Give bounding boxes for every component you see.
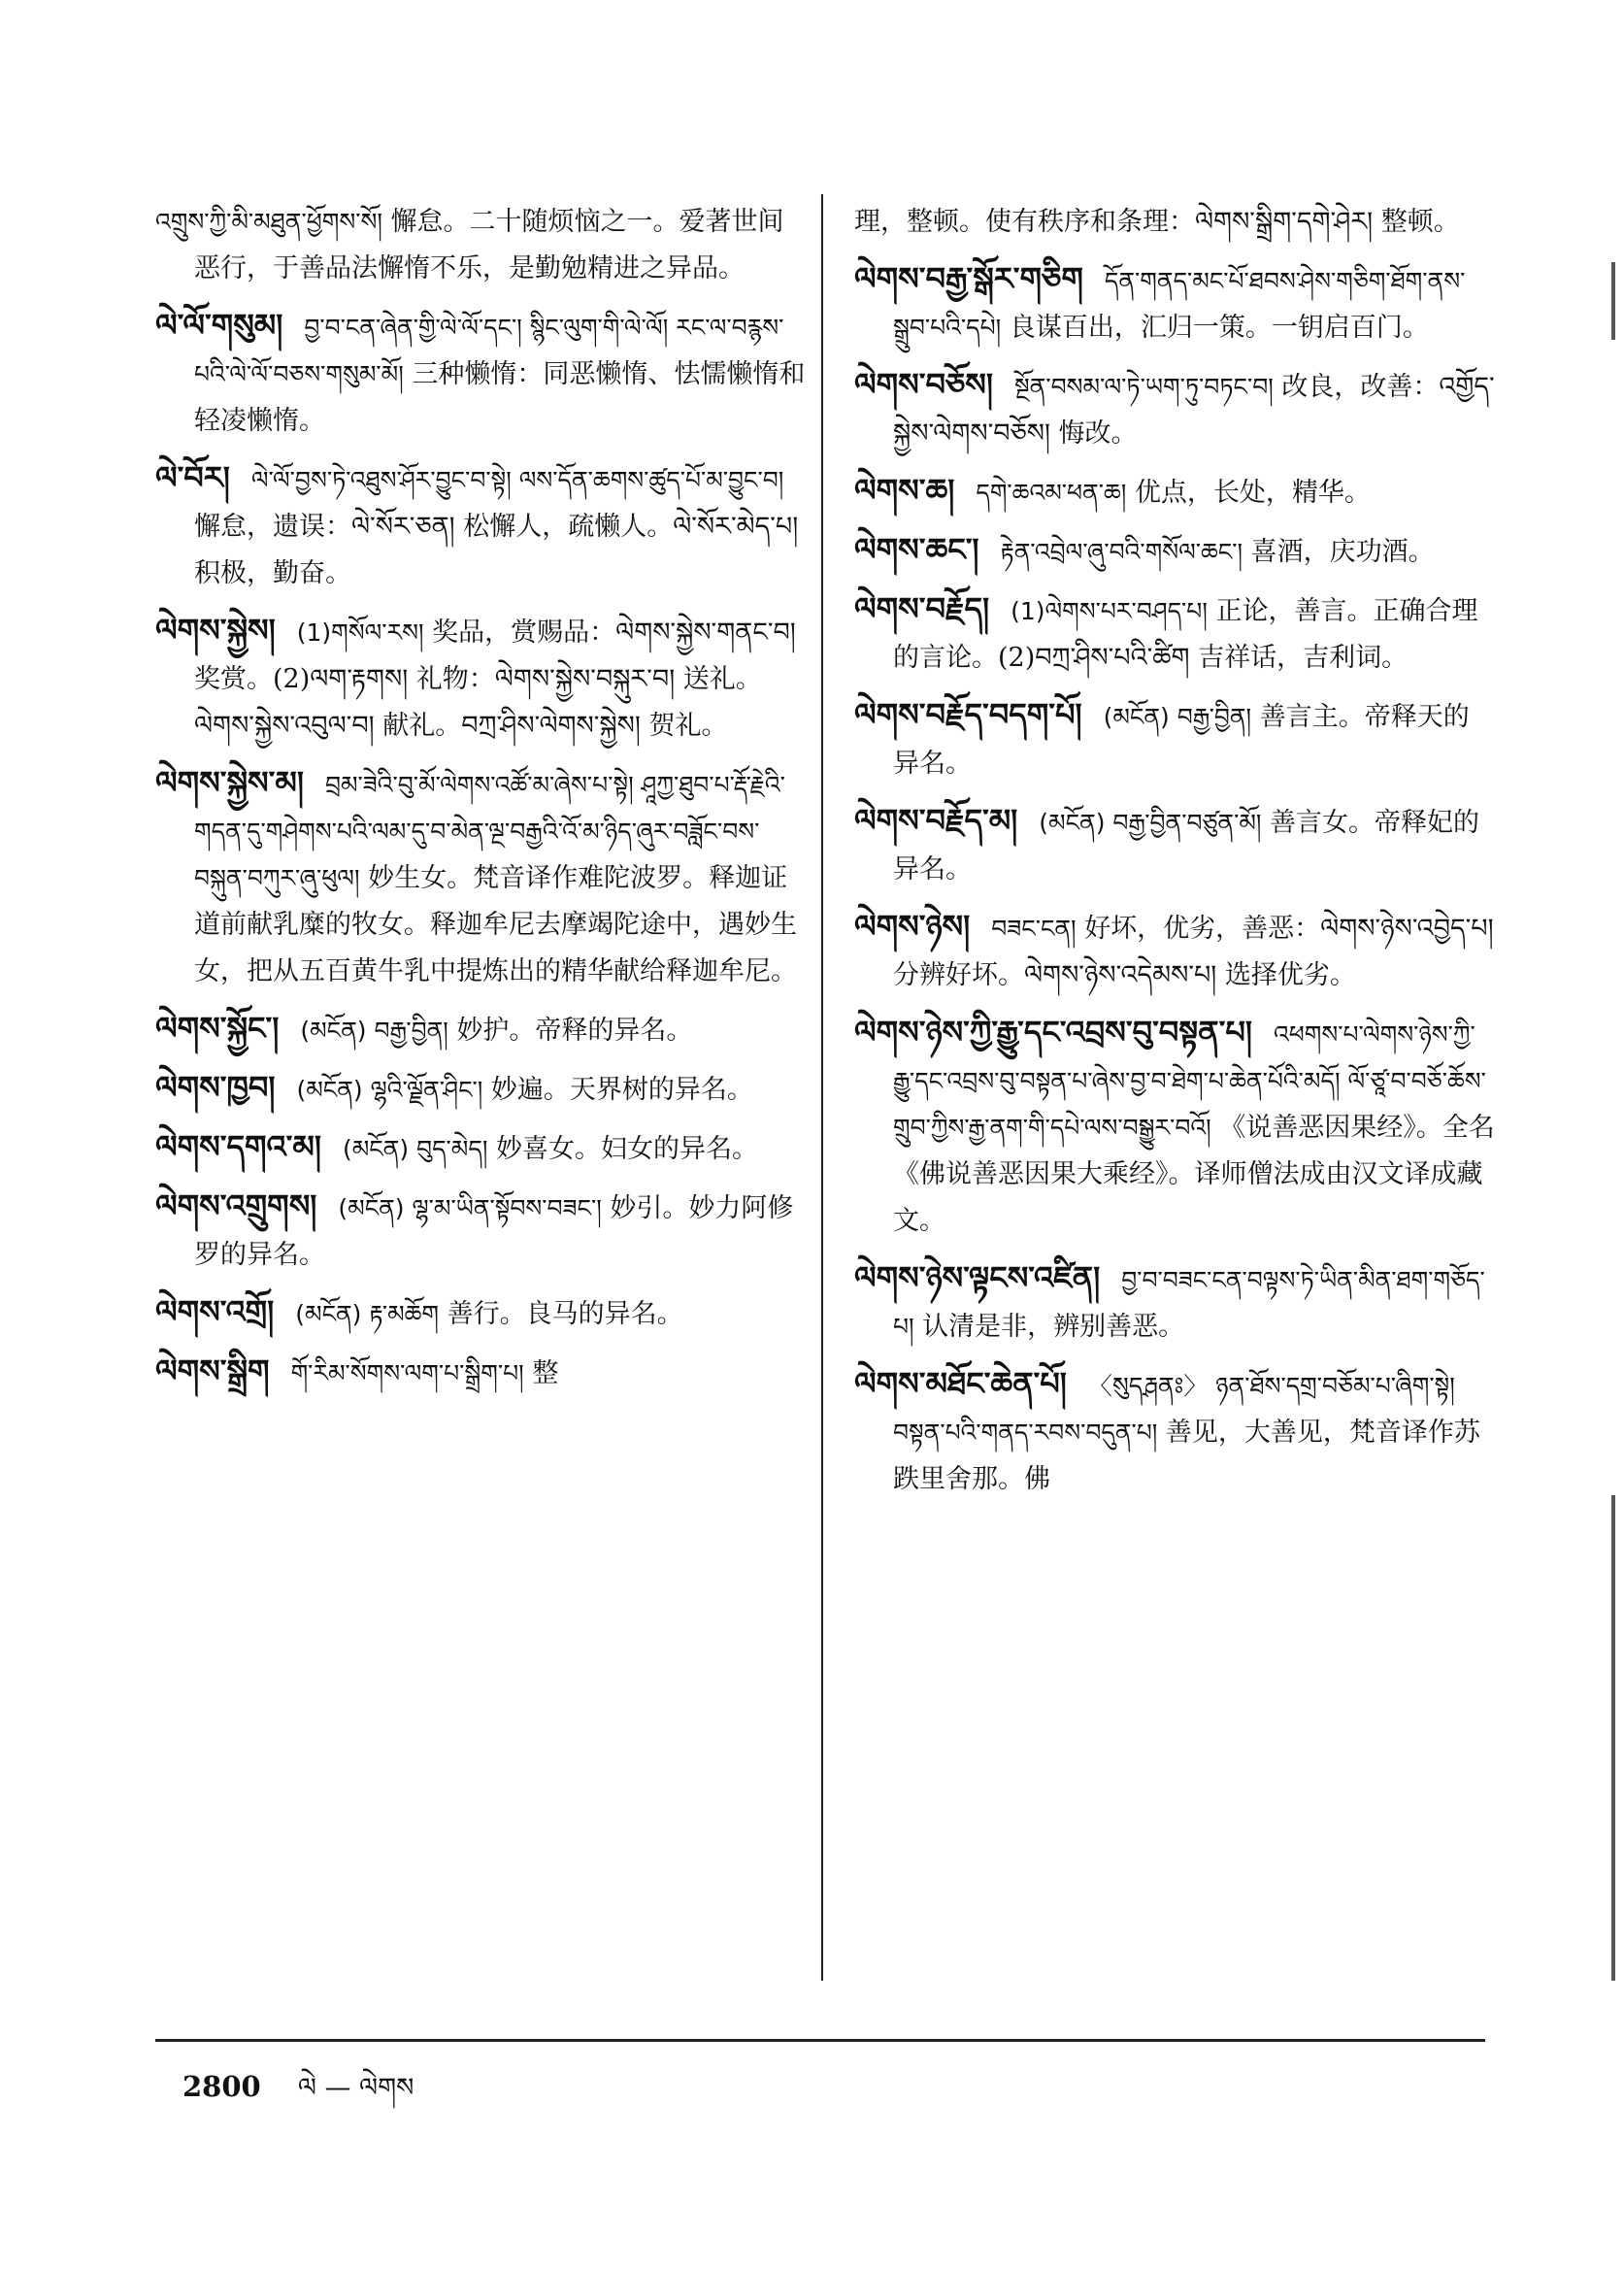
entry-chinese-definition: 妙护。帝释的异名。 [456, 1016, 693, 1046]
entry-tibetan-definition: 〈སུདརྴནཿ〉 ཉན་ཐོས་དགྲ་བཅོམ་པ་ཞིག་སྟེ། བསྟན་པའི་གནད་རབས་བདུན་པ། [893, 1372, 1455, 1447]
entry-chinese-definition: 懈怠。二十随烦恼之一。爱著世间恶行，于善品法懈惰不乐，是勤勉精进之异品。 [194, 207, 784, 284]
entry-headword: ལེ་ལོ་གསུམ། [155, 307, 283, 344]
entry-headword: ལེགས་མཐོང་ཆེན་པོ། [854, 1365, 1067, 1402]
entry-chinese-definition: 妙生女。梵音译作难陀波罗。释迦证道前献乳糜的牧女。释迦牟尼去摩竭陀途中，遇妙生女，把从五百黄牛乳中提炼出的精华献给释迦牟尼。 [194, 863, 797, 986]
entry-tibetan-definition: དོན་གནད་མང་པོ་ཐབས་ཤེས་གཅིག་ཐོག་ནས་སྒྲུབ་པའི་དཔེ། [893, 267, 1466, 342]
dictionary-entry [155, 1123, 806, 1173]
entry-tibetan-definition: (1)ལེགས་པར་བཤད་པ། [1011, 597, 1208, 625]
dictionary-entry [155, 302, 806, 445]
entry-headword: ལེགས་ཉེས་ལྟངས་འཛིན། [854, 1259, 1101, 1296]
entry-tibetan-definition: (མངོན) ལྷའི་ལྗོན་ཤིང་། [296, 1076, 483, 1104]
dictionary-entry [854, 467, 1495, 517]
entry-chinese-definition: 正论，善言。正确合理的言论。(2)བཀྲ་ཤིས་པའི་ཚིག 吉祥话，吉利词。 [893, 596, 1478, 673]
dictionary-entry [854, 1360, 1495, 1503]
entry-chinese-definition: 改良，改善：འགྱོད་སྐྱེས་ལེགས་བཅོས། 悔改。 [893, 372, 1495, 449]
entry-headword: ལེགས་དགའ་མ། [155, 1128, 321, 1165]
dictionary-entry [854, 526, 1495, 576]
left-column [155, 199, 806, 1407]
entry-tibetan-definition: སྔོན་བསམ་ལ་ཏེ་ཡག་ཏུ་བཏང་བ། [1014, 373, 1274, 401]
entry-chinese-definition: 妙引。妙力阿修罗的异名。 [194, 1193, 794, 1270]
edge-mark [1611, 1495, 1615, 1981]
dictionary-entry [155, 759, 806, 995]
dictionary-entry [854, 903, 1495, 999]
dictionary-entry [155, 1064, 806, 1114]
entry-tibetan-definition: འཕགས་པ་ལེགས་ཉེས་ཀྱི་རྒྱུ་དང་འབྲས་བུ་བསྟན་པ་ཞེས་བྱ་བ་ཐེག་པ་ཆེན་པོའི་མདོ། ལོ་ཙཱ་བ་བཅོ་ཆོས་གྲུབ་ཀྱིས་རྒྱ་ནག་གི་དཔེ་ལས་བསྒྱུར་བའོ། [893, 1020, 1486, 1142]
entry-chinese-definition: 良谋百出，汇归一策。一钥启百门。 [1009, 313, 1429, 343]
page-footer [182, 2058, 414, 2132]
entry-headword: ལེགས་འགྲོ། [155, 1293, 275, 1330]
entry-headword: ལེགས་བརྗོད་བདག་པོ། [854, 696, 1082, 733]
entry-chinese-definition: 三种懒惰：同恶懒惰、怯懦懒惰和轻凌懒惰。 [194, 359, 806, 436]
entry-chinese-definition: 理，整顿。使有秩序和条理：ལེགས་སྒྲིག་དགེ་ཤེར། 整顿。 [854, 207, 1460, 237]
entry-chinese-definition: 优点，长处，精华。 [1134, 478, 1371, 508]
entry-headword: ལེགས་སྐྱོང་། [155, 1010, 280, 1047]
dictionary-entry [155, 1183, 806, 1279]
entry-headword: ལེགས་བརྗོད་མ། [854, 802, 1018, 839]
dictionary-entry [155, 607, 806, 750]
entry-headword: ལེགས་བརྗོད། [854, 590, 990, 627]
entry-tibetan-definition: བྲམ་ཟེའི་བུ་མོ་ལེགས་འཚོ་མ་ཞེས་པ་སྟེ། ཤཱཀྱ་ཐུབ་པ་རྡོ་རྗེའི་གདན་དུ་གཤེགས་པའི་ལམ་དུ་བ་མེན་ལྔ་བརྒྱའི་འོ་མ་ཉིད་ཞུར་བཟློང་བས་བསྐུན་བཀུར་ཞུ་ཕུལ། [194, 771, 785, 892]
entry-headword: ལེ་བོར། [155, 459, 230, 496]
entry-headword: ལེགས་བཅོས། [854, 366, 994, 403]
entry-tibetan-definition: ལེ་ལོ་བྱས་ཏེ་འཐུས་ཤོར་བྱུང་བ་སྟེ། ལས་དོན་ཆགས་ཚུད་པོ་མ་བྱུང་བ། [250, 466, 784, 494]
entry-chinese-definition: 喜酒，庆功酒。 [1250, 537, 1435, 567]
entry-chinese-definition: 善言主。帝释天的异名。 [893, 702, 1470, 779]
entry-tibetan-definition: (མངོན) ལྷ་མ་ཡིན་སྟོབས་བཟང་། [338, 1194, 602, 1222]
entry-tibetan-definition: འགྲུས་ཀྱི་མི་མཐུན་ཕྱོགས་སོ། [155, 208, 382, 236]
entry-tibetan-definition: (མངོན) བརྒྱ་བྱིན། [300, 1017, 448, 1045]
dictionary-entry [854, 797, 1495, 893]
entry-tibetan-definition: བྱ་བ་ངན་ཞེན་གྱི་ལེ་ལོ་དང་། སྙིང་ལུག་གི་ལེ་ལོ། རང་ལ་བརྙས་པའི་ལེ་ལོ་བཅས་གསུམ་མོ། [194, 314, 784, 388]
entry-headword: ལེགས་འགྲུགས། [155, 1187, 317, 1224]
entry-headword: ལེགས་ཉེས་ཀྱི་རྒྱུ་དང་འབྲས་བུ་བསྟན་པ། [854, 1014, 1252, 1051]
entry-tibetan-definition: (1)གསོལ་རས། [296, 618, 424, 647]
entry-tibetan-definition: བཟང་ངན། [991, 915, 1077, 943]
right-column [854, 199, 1495, 1513]
dictionary-entry [854, 199, 1495, 246]
entry-chinese-definition: 妙喜女。妇女的异名。 [495, 1134, 758, 1164]
entry-chinese-definition: 善见，大善见，梵音译作苏跌里舍那。佛 [893, 1418, 1480, 1494]
entry-tibetan-definition: བྱ་བ་བཟང་ངན་བལྟས་ཏེ་ཡིན་མིན་ཐག་གཅོད་པ། [893, 1266, 1485, 1341]
dictionary-entry [854, 255, 1495, 351]
entry-chinese-definition: 好坏，优劣，善恶：ལེགས་ཉེས་འབྱེད་པ། 分辨好坏。ལེགས་ཉེས་འདེམས་པ། 选择优劣。 [893, 914, 1494, 990]
entry-chinese-definition: 善行。良马的异名。 [447, 1299, 683, 1329]
dictionary-entry [854, 585, 1495, 682]
entry-headword: ལེགས་ཉེས། [854, 908, 971, 945]
dictionary-entry [854, 361, 1495, 457]
entry-tibetan-definition: (མངོན) བརྒྱ་བྱིན་བཙུན་མོ། [1039, 809, 1262, 837]
dictionary-entry [155, 1348, 806, 1397]
entry-tibetan-definition: (མངོན) རྟ་མཆོག [295, 1300, 440, 1328]
dictionary-entry [854, 691, 1495, 787]
footer-rule [155, 2039, 1485, 2042]
entry-chinese-definition: 认清是非，辨别善恶。 [922, 1312, 1185, 1342]
dictionary-entry [155, 199, 806, 292]
dictionary-entry [155, 1005, 806, 1054]
entry-headword: ལེགས་ཆ། [854, 472, 955, 509]
entry-tibetan-definition: གོ་རིམ་སོགས་ལག་པ་སྒྲིག་པ། [290, 1359, 524, 1387]
entry-headword: ལེགས་ཆང་། [854, 531, 979, 568]
column-divider [821, 194, 823, 1981]
entry-tibetan-definition: དགེ་ཆའམ་ཕན་ཆ། [976, 479, 1127, 507]
entry-tibetan-definition: རྟེན་འབྲེལ་ཞུ་བའི་གསོལ་ཆང་། [1000, 538, 1243, 566]
entry-chinese-definition: 奖品，赏赐品：ལེགས་སྐྱེས་གནང་བ། 奖赏。(2)ལག་རྟགས། 礼物：ལེགས་སྐྱེས་བསྐུར་བ། 送礼。ལེགས་སྐྱེས་འབུལ་བ། 献礼。བཀྲ་ཤིས་ལེགས་སྐྱེས། 贺礼。 [194, 618, 796, 741]
edge-mark [1611, 262, 1615, 340]
entry-tibetan-definition: (མངོན) བུད་མེད། [342, 1135, 488, 1163]
dictionary-entry [854, 1254, 1495, 1351]
entry-headword: ལེགས་སྐྱེས་མ། [155, 764, 304, 801]
entry-chinese-definition: 妙遍。天界树的异名。 [490, 1075, 753, 1105]
entry-chinese-definition: 善言女。帝释妃的异名。 [893, 808, 1480, 885]
entry-chinese-definition: 懈怠，遗误：ལེ་སོར་ཅན། 松懈人，疏懒人。ལེ་སོར་མེད་པ། 积极，勤奋。 [194, 512, 799, 588]
dictionary-entry [854, 1009, 1495, 1245]
entry-headword: ལེགས་ཁྱབ། [155, 1069, 276, 1106]
dictionary-entry [155, 454, 806, 597]
entry-headword: ལེགས་སྐྱེས། [155, 612, 276, 649]
dictionary-entry [155, 1288, 806, 1338]
entry-chinese-definition: 整 [532, 1358, 559, 1388]
entry-headword: ལེགས་བརྒྱ་སྒོར་གཅིག [854, 260, 1083, 297]
page-number: 2800 [182, 2070, 261, 2103]
entry-headword: ལེགས་སྒྲིག [155, 1352, 270, 1389]
entry-tibetan-definition: (མངོན) བརྒྱ་བྱིན། [1103, 703, 1252, 731]
headword-range: ལེ — ལེགས [297, 2073, 414, 2103]
entry-chinese-definition: 《说善恶因果经》。全名《佛说善恶因果大乘经》。译师僧法成由汉文译成藏文。 [893, 1113, 1495, 1236]
